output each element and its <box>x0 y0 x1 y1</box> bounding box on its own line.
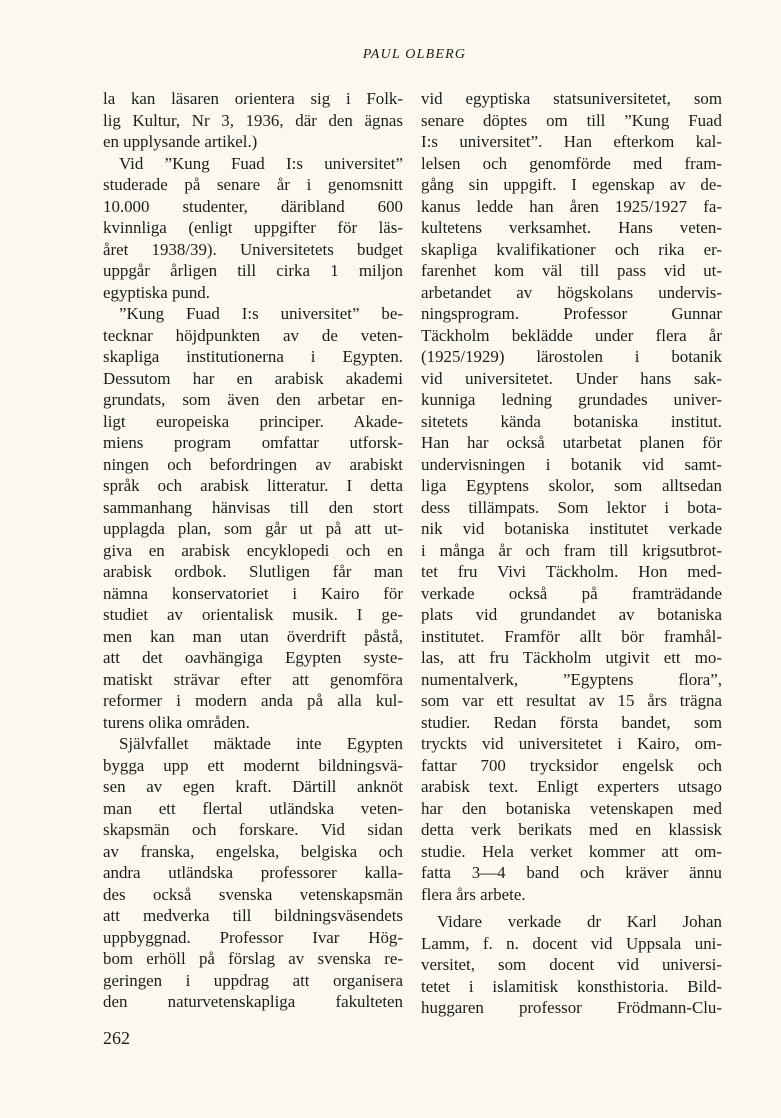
text-line: har den botaniska vetenskapen med <box>421 798 722 818</box>
text-line: man ett flertal utländska veten- <box>103 798 403 818</box>
text-line: ”Kung Fuad I:s universitet” be- <box>119 304 403 323</box>
text-line: Täckholm beklädde under flera år <box>421 325 722 345</box>
text-line: en upplysande artikel.) <box>103 132 258 151</box>
text-line: des också svenska vetenskapsmän <box>103 884 403 904</box>
text-line: av franska, engelska, belgiska och <box>103 841 403 861</box>
text-line: 10.000 studenter, däribland 600 <box>103 196 403 216</box>
text-line: kanus ledde han åren 1925/1927 fa- <box>421 196 722 216</box>
text-line: I:s universitet”. Han efterkom kal- <box>421 132 722 151</box>
text-line: turens olika områden. <box>103 712 250 732</box>
text-line: giva en arabisk encyklopedi och en <box>103 540 403 560</box>
text-line: (1925/1929) lärostolen i botanik <box>421 347 722 366</box>
text-line: senare döptes om till ”Kung Fuad <box>421 110 722 130</box>
running-header <box>0 47 781 63</box>
text-line: upplagda plan, som går ut på att ut- <box>103 519 403 538</box>
text-line: grundats, som även den arbetar en- <box>103 390 403 409</box>
text-line: numentalverk, ”Egyptens flora”, <box>421 669 722 689</box>
text-line: dess tillämpats. Som lektor i bota- <box>421 497 722 517</box>
text-line: undervisningen i botanik vid samt- <box>421 454 722 474</box>
text-line: i många år och fram till krigsutbrot- <box>421 540 722 560</box>
text-line: verkade också på framträdande <box>421 583 722 603</box>
text-line: lig Kultur, Nr 3, 1936, där den ägnas <box>103 110 403 130</box>
text-line: året 1938/39). Universitetets budget <box>103 239 403 259</box>
text-line: arbetandet av högskolans undervis- <box>421 282 722 302</box>
text-line: kvinnliga (enligt uppgifter för läs- <box>103 218 403 237</box>
text-line: arabisk text. Enligt experters utsago <box>421 777 722 796</box>
text-line: farenhet kom väl till pass vid ut- <box>421 261 722 280</box>
text-line: språk och arabisk litteratur. I detta <box>103 476 403 495</box>
text-line: ningsprogram. Professor Gunnar <box>421 304 722 323</box>
text-line: detta verk berikats med en klassisk <box>421 820 722 839</box>
text-line: flera års arbete. <box>421 884 526 904</box>
text-line: uppgår årligen till cirka 1 miljon <box>103 261 403 280</box>
text-line: Lamm, f. n. docent vid Uppsala uni- <box>421 933 722 953</box>
text-line: studerade på senare år i genomsnitt <box>103 175 403 194</box>
text-line: ligt europeiska principer. Akade- <box>103 411 403 431</box>
text-line: fattar 700 trycksidor engelsk och <box>421 755 722 775</box>
text-line: matiskt strävar efter att genomföra <box>103 669 403 689</box>
text-line: Självfallet mäktade inte Egypten <box>119 734 403 753</box>
text-line: tecknar höjdpunkten av de veten- <box>103 325 403 345</box>
left-column <box>103 88 403 1013</box>
text-line: skapsmän och forskare. Vid sidan <box>103 820 403 839</box>
text-line: fatta 3—4 band och kräver ännu <box>421 863 722 882</box>
text-line: kultetens verksamhet. Hans veten- <box>421 218 722 237</box>
text-line: Dessutom har en arabisk akademi <box>103 368 403 388</box>
text-line: studier. Redan första bandet, som <box>421 712 722 732</box>
text-line: den naturvetenskapliga fakulteten <box>103 992 403 1011</box>
text-line: kunniga ledning grundades univer- <box>421 390 722 409</box>
text-line: reformer i modern anda på alla kul- <box>103 691 403 710</box>
text-line: sen av egen kraft. Därtill anknöt <box>103 777 403 796</box>
text-line: versitet, som docent vid universi- <box>421 955 722 974</box>
text-line: skapliga institutionerna i Egypten. <box>103 347 403 366</box>
text-line: ningen och befordringen av arabiskt <box>103 454 403 474</box>
text-line: nik vid botaniska institutet verkade <box>421 519 722 538</box>
text-line: studiet av orientalisk musik. I ge- <box>103 605 403 624</box>
text-line: las, att fru Täckholm utgivit ett mo- <box>421 648 722 667</box>
text-line: bygga upp ett modernt bildningsvä- <box>103 755 403 775</box>
text-line: skapliga kvalifikationer och rika er- <box>421 239 722 259</box>
text-line: sammanhang hänvisas till den stort <box>103 497 403 517</box>
text-line: Vidare verkade dr Karl Johan <box>437 912 722 931</box>
text-line: nämna konservatoriet i Kairo för <box>103 583 403 603</box>
text-line: miens program omfattar utforsk- <box>103 433 403 452</box>
text-line: men kan man utan överdrift påstå, <box>103 626 403 646</box>
text-line: huggaren professor Frödmann-Clu- <box>421 998 722 1017</box>
text-line: studie. Hela verket kommer att om- <box>421 841 722 861</box>
text-line: vid universitetet. Under hans sak- <box>421 368 722 388</box>
text-line: bom erhöll på förslag av svenska re- <box>103 949 403 968</box>
text-line: la kan läsaren orientera sig i Folk- <box>103 89 403 108</box>
page-number: 262 <box>103 1028 130 1048</box>
text-line: egyptiska pund. <box>103 282 210 302</box>
text-line: tetet i islamitisk konsthistoria. Bild- <box>421 976 722 996</box>
text-line: geringen i uppdrag att organisera <box>103 970 403 990</box>
text-line: lelsen och genomförde med fram- <box>421 153 722 173</box>
text-line: som var ett resultat av 15 års trägna <box>421 691 722 710</box>
text-line: plats vid grundandet av botaniska <box>421 605 722 624</box>
text-line: uppbyggnad. Professor Ivar Hög- <box>103 927 403 947</box>
text-line: arabisk ordbok. Slutligen får man <box>103 562 403 581</box>
text-line: sitetets kända botaniska institut. <box>421 411 722 431</box>
text-line: gång sin uppgift. I egenskap av de- <box>421 175 722 194</box>
text-line: institutet. Framför allt bör framhål- <box>421 626 722 646</box>
text-line: tet fru Vivi Täckholm. Hon med- <box>421 562 722 581</box>
text-line: andra utländska professorer kalla- <box>103 863 403 882</box>
text-line: Han har också utarbetat planen för <box>421 433 722 452</box>
text-line: tryckts vid universitetet i Kairo, om- <box>421 734 722 753</box>
text-line: att medverka till bildningsväsendets <box>103 906 403 925</box>
running-title: PAUL OLBERG <box>362 47 467 62</box>
text-line: vid egyptiska statsuniversitetet, som <box>421 89 722 108</box>
right-column <box>421 88 722 1019</box>
text-line: liga Egyptens skolor, som alltsedan <box>421 476 722 495</box>
text-line: att det oavhängiga Egypten syste- <box>103 648 403 667</box>
text-line: Vid ”Kung Fuad I:s universitet” <box>119 153 403 173</box>
